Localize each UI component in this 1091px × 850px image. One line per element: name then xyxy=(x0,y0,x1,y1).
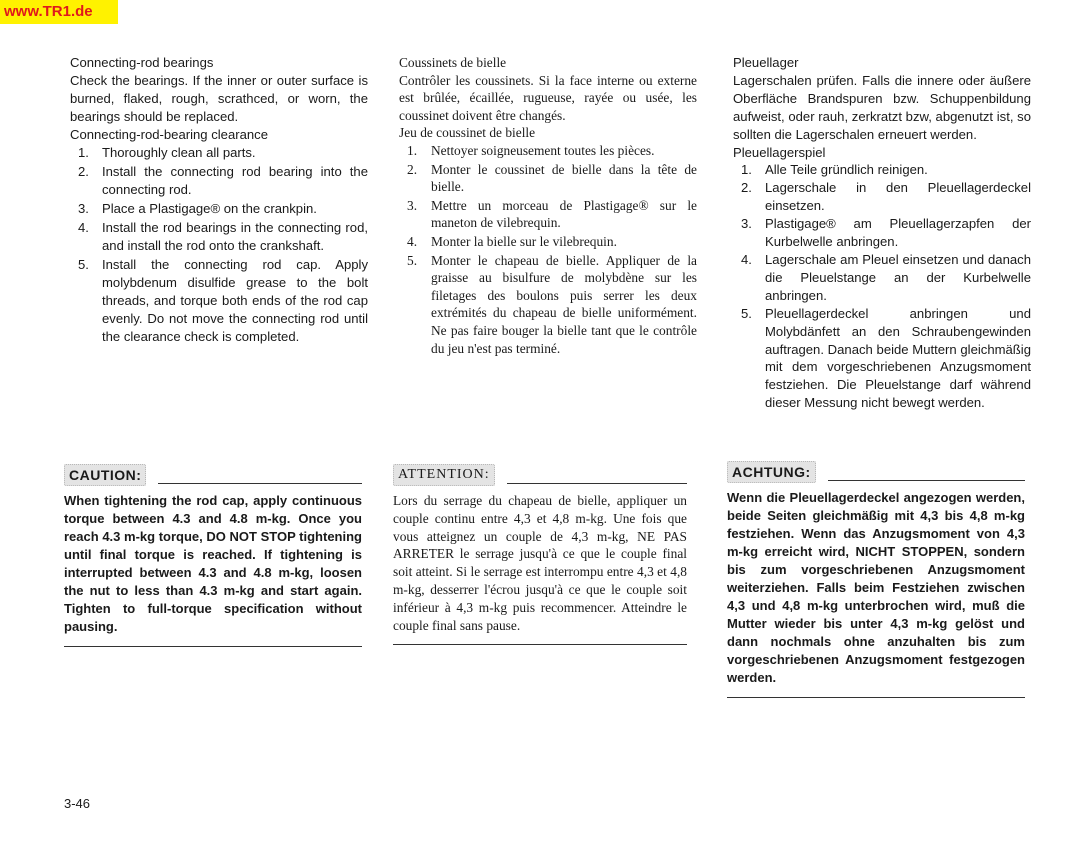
attention-box xyxy=(393,458,687,645)
step-item xyxy=(399,233,697,251)
step-number: 3. xyxy=(407,197,418,213)
divider xyxy=(828,480,1025,481)
section-heading: Connecting-rod bearings xyxy=(70,55,214,70)
step-number: 5. xyxy=(407,252,418,268)
achtung-box xyxy=(727,455,1025,698)
step-text: Install the connecting rod bearing into the connecting rod. xyxy=(102,164,368,197)
step-text: Monter le coussinet de bielle dans la tête de bielle. xyxy=(431,161,697,195)
warning-header xyxy=(727,455,1025,483)
step-text: Mettre un morceau de Plastigage® sur le maneton de vilebrequin. xyxy=(431,197,697,231)
step-text: Plastigage® am Pleuellagerzapfen der Kurbelwelle anbringen. xyxy=(765,216,1031,250)
step-number: 2. xyxy=(407,161,418,177)
warning-text: Lors du serrage du chapeau de bielle, appliquer un couple continu entre 4,3 et 4,8 m-kg. Une fois que vous atteignez un couple de 4,3 m-kg, NE PAS ARRETER le serrage jusqu'à ce que le couple final soit atteint. Si le serrage est interrompu entre 4,3 et 4,8 m-kg, desserrer l'écrou jusqu'à ce que le couple soit inférieur à 4,3 m-kg puis recommencer. Atteindre le couple final sans pause. xyxy=(393,493,687,633)
step-item xyxy=(733,179,1031,215)
check-text: Lagerschalen prüfen. Falls die innere oder äußere Oberfläche Brandspuren bzw. Schuppenbildung aufweist, oder rauh, zerkratzt bzw, abgenutzt ist, so sollten die Lagerschalen erneuert werden. xyxy=(733,72,1031,142)
caution-box xyxy=(64,458,362,647)
section-heading: Pleuellager xyxy=(733,55,799,70)
procedure-steps xyxy=(70,144,368,346)
warning-title: CAUTION: xyxy=(64,464,146,486)
check-text: Check the bearings. If the inner or outer surface is burned, flaked, rough, scrathced, or worn, the bearings should be replaced. xyxy=(70,73,368,124)
divider xyxy=(393,644,687,645)
step-number: 3. xyxy=(78,201,89,216)
step-text: Monter la bielle sur le vilebrequin. xyxy=(431,233,617,249)
step-item xyxy=(70,163,368,199)
step-text: Nettoyer soigneusement toutes les pièces. xyxy=(431,142,655,158)
german-column xyxy=(733,54,1031,412)
check-text: Contrôler les coussinets. Si la face interne ou externe est brûlée, écaillée, rugueuse, rayée ou usée, les coussinet doivent être changés. xyxy=(399,72,697,123)
step-text: Lagerschale in den Pleuellagerdeckel einsetzen. xyxy=(765,180,1031,214)
step-item xyxy=(733,305,1031,412)
warning-text: Wenn die Pleuellagerdeckel angezogen werden, beide Seiten gleichmäßig mit 4,3 bis 4,8 m-kg festziehen. Wenn das Anzugsmoment von 4,3 m-kg erreicht wird, NICHT STOPPEN, sondern bis zum vorgeschriebenen Anzugsmoment weiterziehen. Falls beim Festziehen zwischen 4,3 und 4,8 m-kg unterbrochen wird, muß die Mutter wieder bis unter 4,3 m-kg gelöst und dann nochmals ohne anzuhalten bis zum vorgeschriebenen Anzugsmoment festgezogen werden. xyxy=(727,490,1025,685)
step-item xyxy=(70,219,368,255)
watermark-banner: www.TR1.de xyxy=(0,0,118,24)
step-number: 1. xyxy=(78,145,89,160)
clearance-heading: Jeu de coussinet de bielle xyxy=(399,125,536,141)
step-text: Install the rod bearings in the connecting rod, and install the rod onto the crankshaft. xyxy=(102,220,368,253)
step-text: Monter le chapeau de bielle. Appliquer de la graisse au bisulfure de molybdène sur les filetages des boulons puis serrer les deux extrémités du chapeau de bielle uniformément. Ne pas faire bouger la bielle tant que le contrôle du jeu n'est pas terminé. xyxy=(431,252,697,356)
section-heading: Coussinets de bielle xyxy=(399,55,507,70)
step-number: 4. xyxy=(407,233,418,249)
step-text: Place a Plastigage® on the crankpin. xyxy=(102,201,317,216)
divider xyxy=(158,483,362,484)
page-number: 3-46 xyxy=(64,796,91,811)
step-item xyxy=(399,252,697,358)
step-number: 1. xyxy=(407,142,418,158)
step-text: Pleuellagerdeckel anbringen und Molybdänfett an den Schraubengewinden auftragen. Danach beide Muttern gleichmäßig mit dem vorgeschriebenen Anzugsmoment festziehen. Die Pleuelstange darf während dieser Messung nicht bewegt werden. xyxy=(765,305,1031,411)
warning-header xyxy=(393,458,687,486)
step-text: Lagerschale am Pleuel einsetzen und danach die Pleuelstange an der Kurbelwelle anbringen. xyxy=(765,251,1031,303)
step-item xyxy=(70,256,368,346)
divider xyxy=(64,646,362,647)
english-column xyxy=(70,54,368,347)
step-number: 3. xyxy=(741,216,752,232)
step-item xyxy=(733,161,1031,179)
procedure-steps xyxy=(399,142,697,357)
step-item xyxy=(70,144,368,162)
step-item xyxy=(399,142,697,160)
step-text: Thoroughly clean all parts. xyxy=(102,145,256,160)
step-item xyxy=(70,200,368,218)
clearance-heading: Pleuellagerspiel xyxy=(733,144,826,160)
warning-text: When tightening the rod cap, apply continuous torque between 4.3 and 4.8 m-kg. Once you reach 4.3 m-kg torque, DO NOT STOP tightening until final torque is reached. If tightening is interrupted between 4.3 and 4.8 m-kg, loosen the nut to less than 4.3 m-kg and start again. Tighten to full-torque specification without pausing. xyxy=(64,493,362,634)
step-number: 5. xyxy=(78,257,89,272)
step-number: 1. xyxy=(741,162,752,178)
step-item xyxy=(399,197,697,232)
warning-title: ACHTUNG: xyxy=(727,461,816,483)
step-item xyxy=(733,251,1031,305)
step-number: 4. xyxy=(78,220,89,235)
clearance-heading: Connecting-rod-bearing clearance xyxy=(70,127,268,142)
divider xyxy=(507,483,687,484)
step-number: 2. xyxy=(78,164,89,179)
step-item xyxy=(399,161,697,196)
step-text: Alle Teile gründlich reinigen. xyxy=(765,162,928,178)
warning-header xyxy=(64,458,362,486)
step-item xyxy=(733,215,1031,251)
divider xyxy=(727,697,1025,698)
step-number: 4. xyxy=(741,251,752,267)
procedure-steps xyxy=(733,161,1031,412)
warning-title: ATTENTION: xyxy=(393,464,495,486)
french-column xyxy=(399,54,697,358)
step-number: 5. xyxy=(741,305,752,321)
step-text: Install the connecting rod cap. Apply molybdenum disulfide grease to the bolt threads, and torque both ends of the rod cap evenly. Do not move the connecting rod until the clearance check is completed. xyxy=(102,257,368,344)
step-number: 2. xyxy=(741,180,752,196)
